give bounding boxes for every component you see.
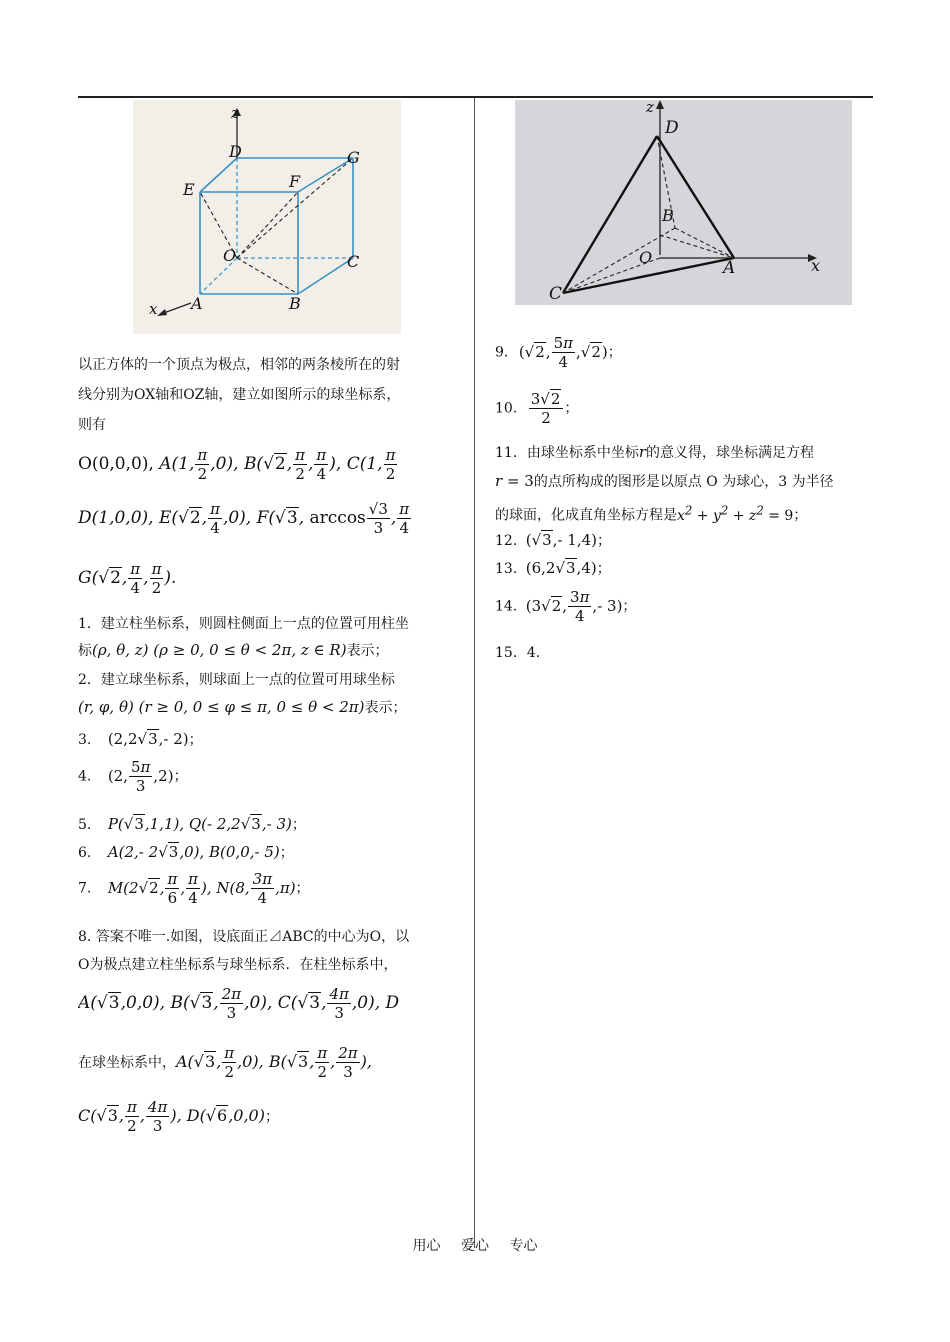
item-11-text-a: 11．由球坐标系中坐标 xyxy=(495,445,639,461)
item-6-number: 6. xyxy=(78,845,92,861)
fig2-label-a: A xyxy=(723,258,736,278)
item-6: 6. A(2,- 2√3,0), B(0,0,- 5)； xyxy=(78,843,294,861)
fig1-label-o: O xyxy=(223,246,237,265)
footer xyxy=(0,1235,950,1255)
fig2-label-x: x xyxy=(811,256,821,275)
item-11-line-b: r = 3的点所构成的图形是以原点 O 为球心，3 为半径 xyxy=(495,472,834,490)
semicolon: ； xyxy=(596,561,611,577)
item-9-number: 9. xyxy=(495,344,509,361)
footer-text-1: 用心 xyxy=(412,1238,441,1254)
item-4: 4. (2, $\frac{5\pi}{3}$ ,2)； xyxy=(78,758,188,795)
item-1-line-b: 标(ρ, θ, z) (ρ ≥ 0, 0 ≤ θ < 2π, z ∈ R)表示； xyxy=(78,641,389,659)
fig1-label-d: D xyxy=(229,142,242,161)
item-12: 12. (√3,- 1,4)； xyxy=(495,531,611,549)
item-11-line-c: 的球面，化成直角坐标方程是$x^2 + y^2 + z^2 = 9$； xyxy=(495,503,808,524)
item-2-suffix: 表示； xyxy=(364,700,407,716)
item-1-prefix: 标 xyxy=(78,643,92,659)
pyramid-figure xyxy=(515,100,852,305)
fig1-label-f: F xyxy=(289,172,301,191)
item-13: 13. (6,2√3,4)； xyxy=(495,559,611,577)
coords-line-3: G(√2, $\frac{\pi}{4}$ , $\frac{\pi}{2}$ ). xyxy=(78,560,177,597)
item-11-line-a: 11．由球坐标系中坐标r的意义得，球坐标满足方程 xyxy=(495,443,814,461)
item-8-spherical-line-a: 在球坐标系中，A(√3, $\frac{\pi}{2}$ ,0), B(√3, $\frac{\pi}{2}$ , $\frac{2\pi}{3}$ ), xyxy=(78,1044,372,1081)
semicolon: ； xyxy=(564,400,579,417)
fig1-label-a: A xyxy=(191,294,203,313)
item-2-line-b: (r, φ, θ) (r ≥ 0, 0 ≤ φ ≤ π, 0 ≤ θ < 2π)表示； xyxy=(78,698,407,716)
item-8-line-a: 8. 答案不唯一.如图，设底面正⊿ABC的中心为O，以 xyxy=(78,929,410,945)
fig2-label-o: O xyxy=(639,248,653,267)
semicolon: ； xyxy=(264,1109,279,1125)
item-8-spherical-line-b: C(√3, $\frac{\pi}{2}$ , $\frac{4\pi}{3}$ ), D(√6,0,0)； xyxy=(78,1098,279,1135)
semicolon: ； xyxy=(279,845,294,861)
fig1-label-z: z xyxy=(231,104,239,122)
cube-figure xyxy=(133,100,401,334)
footer-text-2: 爱心 xyxy=(461,1238,489,1254)
item-8-line-b: O为极点建立柱坐标系与球坐标系．在柱坐标系中， xyxy=(78,957,398,973)
item-1-suffix: 表示； xyxy=(346,643,389,659)
semicolon: ； xyxy=(295,880,310,897)
item-7-number: 7. xyxy=(78,880,92,897)
semicolon: ； xyxy=(793,507,808,524)
item-11-text-b: 的点所构成的图形是以原点 O 为球心，3 为半径 xyxy=(533,474,834,490)
fig1-label-b: B xyxy=(289,294,301,313)
intro-line-1: 以正方体的一个顶点为极点，相邻的两条棱所在的射 xyxy=(78,357,400,373)
semicolon: ； xyxy=(597,533,611,549)
semicolon: ； xyxy=(173,768,188,785)
intro-line-3: 则有 xyxy=(78,417,106,433)
fig2-label-b: B xyxy=(662,206,674,225)
item-7: 7. M(2√2, $\frac{\pi}{6}$ , $\frac{\pi}{4}$ ), N(8, $\frac{3\pi}{4}$ ,π)； xyxy=(78,870,310,907)
coords-line-2: D(1,0,0), E(√2, $\frac{\pi}{4}$ ,0), F(√3, arccos $\frac{√3}{3}$ , $\frac{\pi}{4}$ xyxy=(78,500,410,537)
coords-line-1: O(0,0,0), A(1, $\frac{\pi}{2}$ ,0), B(√2, $\frac{\pi}{2}$ , $\frac{\pi}{4}$ ), C(1, $\frac{\pi}{2}$ xyxy=(78,446,396,483)
semicolon: ； xyxy=(607,344,622,361)
item-10: 10. $\frac{3√2}{2}$ ； xyxy=(495,390,579,427)
item-14: 14. (3√2, $\frac{3\pi}{4}$ ,- 3)； xyxy=(495,588,637,625)
column-divider xyxy=(474,98,475,1248)
fig1-label-c: C xyxy=(347,252,360,271)
semicolon: ； xyxy=(188,732,203,748)
item-11-text-c: 的球面，化成直角坐标方程是 xyxy=(495,507,677,524)
fig1-label-g: G xyxy=(347,148,360,167)
semicolon: ； xyxy=(291,817,306,833)
item-8-spherical-label: 在球坐标系中， xyxy=(78,1055,176,1071)
fig2-label-c: C xyxy=(549,284,563,304)
item-10-number: 10. xyxy=(495,400,518,417)
item-4-number: 4. xyxy=(78,768,92,785)
item-13-number: 13. xyxy=(495,561,518,577)
item-8-cylindrical: A(√3,0,0), B(√3, $\frac{2\pi}{3}$ ,0), C(√3, $\frac{4\pi}{3}$ ,0), D xyxy=(78,985,400,1022)
fig1-label-e: E xyxy=(183,180,195,199)
item-2-line-a: 2．建立球坐标系，则球面上一点的位置可用球坐标 xyxy=(78,672,395,688)
item-3: 3. (2,2√3,- 2)； xyxy=(78,730,203,748)
item-5: 5. P(√3,1,1), Q(- 2,2√3,- 3)； xyxy=(78,815,306,833)
footer-text-3: 专心 xyxy=(509,1238,538,1254)
item-12-number: 12. xyxy=(495,533,518,549)
intro-line-2: 线分别为OX轴和OZ轴，建立如图所示的球坐标系， xyxy=(78,387,401,403)
item-3-number: 3. xyxy=(78,732,92,748)
header-rule xyxy=(78,96,873,98)
item-9: 9. (√2, $\frac{5\pi}{4}$ ,√2)； xyxy=(495,334,622,371)
fig2-label-d: D xyxy=(665,118,679,138)
item-11-text-a2: 的意义得，球坐标满足方程 xyxy=(646,445,814,461)
fig2-label-z: z xyxy=(646,100,654,116)
fig1-label-x: x xyxy=(149,300,158,318)
item-15: 15．4. xyxy=(495,645,541,661)
semicolon: ； xyxy=(622,598,637,615)
item-5-number: 5. xyxy=(78,817,92,833)
item-1-line-a: 1．建立柱坐标系，则圆柱侧面上一点的位置可用柱坐 xyxy=(78,616,409,632)
item-14-number: 14. xyxy=(495,598,518,615)
